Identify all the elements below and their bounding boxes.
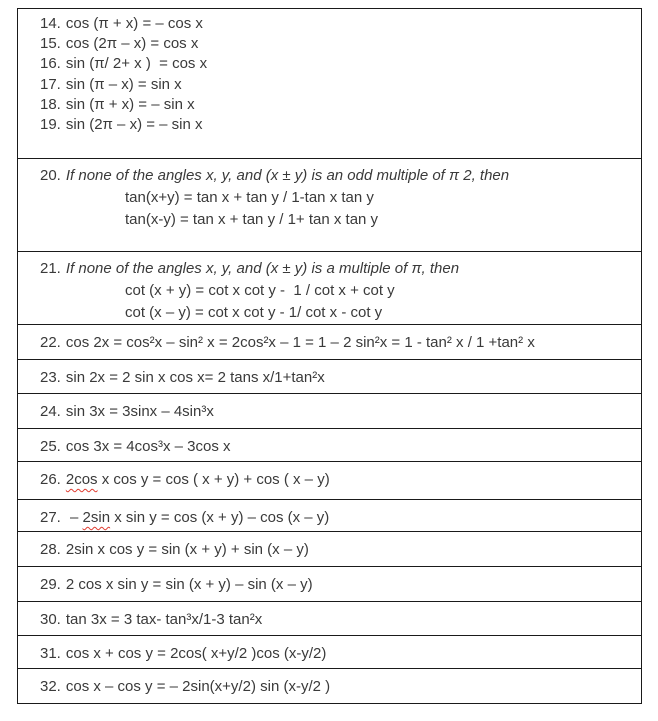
formula-line <box>40 280 641 302</box>
formula-text: tan(x+y) = tan x + tan y / 1-tan x tan y <box>125 189 374 206</box>
formula-line <box>40 402 641 422</box>
table-row <box>18 158 641 251</box>
table-row <box>18 428 641 461</box>
item-number: 31. <box>40 645 61 662</box>
formula-line <box>40 575 641 595</box>
item-number: 14. <box>40 15 61 32</box>
formula-line <box>40 14 641 34</box>
formula-line <box>40 610 641 630</box>
formula-line <box>40 368 641 388</box>
formula-text: x sin y = cos (x + y) – cos (x – y) <box>110 509 330 526</box>
table-row <box>18 324 641 359</box>
formula-text: cot (x + y) = cot x cot y - 1 / cot x + cot y <box>125 282 395 299</box>
formula-text: sin 2x = 2 sin x cos x= 2 tans x/1+tan²x <box>65 369 325 386</box>
formula-line <box>40 95 641 115</box>
formula-text: 2 cos x sin y = sin (x + y) – sin (x – y) <box>65 576 313 593</box>
formula-line <box>40 470 641 490</box>
formula-text: 2sin x cos y = sin (x + y) + sin (x – y) <box>65 541 309 558</box>
table-row <box>18 251 641 324</box>
table-row <box>18 635 641 668</box>
formula-line <box>40 54 641 74</box>
table-row <box>18 393 641 428</box>
item-number: 22. <box>40 334 61 351</box>
item-number: 25. <box>40 438 61 455</box>
formula-line <box>40 209 641 231</box>
formula-text: sin (2π – x) = – sin x <box>65 116 203 134</box>
formula-text: cos x + cos y = 2cos( x+y/2 )cos (x-y/2) <box>65 645 327 662</box>
item-number: 16. <box>40 55 61 73</box>
formula-text: cos (π + x) = – cos x <box>65 15 203 32</box>
misspelled-word: 2cos <box>65 471 98 488</box>
item-number: 30. <box>40 611 61 628</box>
formula-line <box>40 540 641 560</box>
item-number: 24. <box>40 403 61 420</box>
item-number: 17. <box>40 75 61 93</box>
formula-text: x cos y = cos ( x + y) + cos ( x – y) <box>97 471 330 488</box>
formula-line <box>40 115 641 135</box>
formula-text: tan(x-y) = tan x + tan y / 1+ tan x tan y <box>125 211 379 228</box>
formula-line <box>40 437 641 457</box>
formula-text: cot (x – y) = cot x cot y - 1/ cot x - cot y <box>125 304 383 321</box>
formula-line <box>40 34 641 54</box>
formula-line <box>40 508 641 528</box>
item-number: 15. <box>40 35 61 53</box>
item-number: 23. <box>40 369 61 386</box>
theorem-intro-line <box>40 165 641 187</box>
formula-line <box>40 302 641 324</box>
table-row <box>18 601 641 635</box>
formula-table <box>17 8 642 704</box>
item-number: 29. <box>40 576 61 593</box>
table-row <box>18 531 641 566</box>
formula-text: cos x – cos y = – 2sin(x+y/2) sin (x-y/2 ) <box>65 678 331 695</box>
formula-text: – <box>65 509 83 526</box>
item-number: 26. <box>40 471 61 488</box>
formula-line <box>40 677 641 697</box>
formula-text: sin (π + x) = – sin x <box>65 95 195 113</box>
item-number: 20. <box>40 167 61 184</box>
item-number: 18. <box>40 95 61 113</box>
formula-text: tan 3x = 3 tax- tan³x/1-3 tan²x <box>65 611 263 628</box>
item-number: 32. <box>40 678 61 695</box>
misspelled-word: 2sin <box>82 509 111 526</box>
formula-line <box>40 187 641 209</box>
formula-line <box>40 75 641 95</box>
formula-line <box>40 333 641 353</box>
formula-text: sin 3x = 3sinx – 4sin³x <box>65 403 214 420</box>
table-row <box>18 668 641 705</box>
table-row <box>18 566 641 601</box>
formula-text: cos 2x = cos²x – sin² x = 2cos²x – 1 = 1 – 2 sin²x = 1 - tan² x / 1 +tan² x <box>65 334 535 351</box>
table-row <box>18 9 641 158</box>
item-number: 27. <box>40 509 61 526</box>
table-row <box>18 359 641 393</box>
formula-text: cos 3x = 4cos³x – 3cos x <box>65 438 231 455</box>
theorem-intro-line <box>40 258 641 280</box>
item-number: 21. <box>40 260 61 277</box>
item-number: 28. <box>40 541 61 558</box>
formula-text: sin (π – x) = sin x <box>65 75 182 93</box>
item-number: 19. <box>40 116 61 134</box>
theorem-intro-text: If none of the angles x, y, and (x ± y) is an odd multiple of π 2, then <box>65 167 510 184</box>
formula-text: cos (2π – x) = cos x <box>65 35 199 53</box>
theorem-intro-text: If none of the angles x, y, and (x ± y) is a multiple of π, then <box>65 260 460 277</box>
formula-text: sin (π/ 2+ x ) = cos x <box>65 55 208 73</box>
table-row <box>18 499 641 531</box>
table-row <box>18 461 641 499</box>
formula-line <box>40 644 641 664</box>
